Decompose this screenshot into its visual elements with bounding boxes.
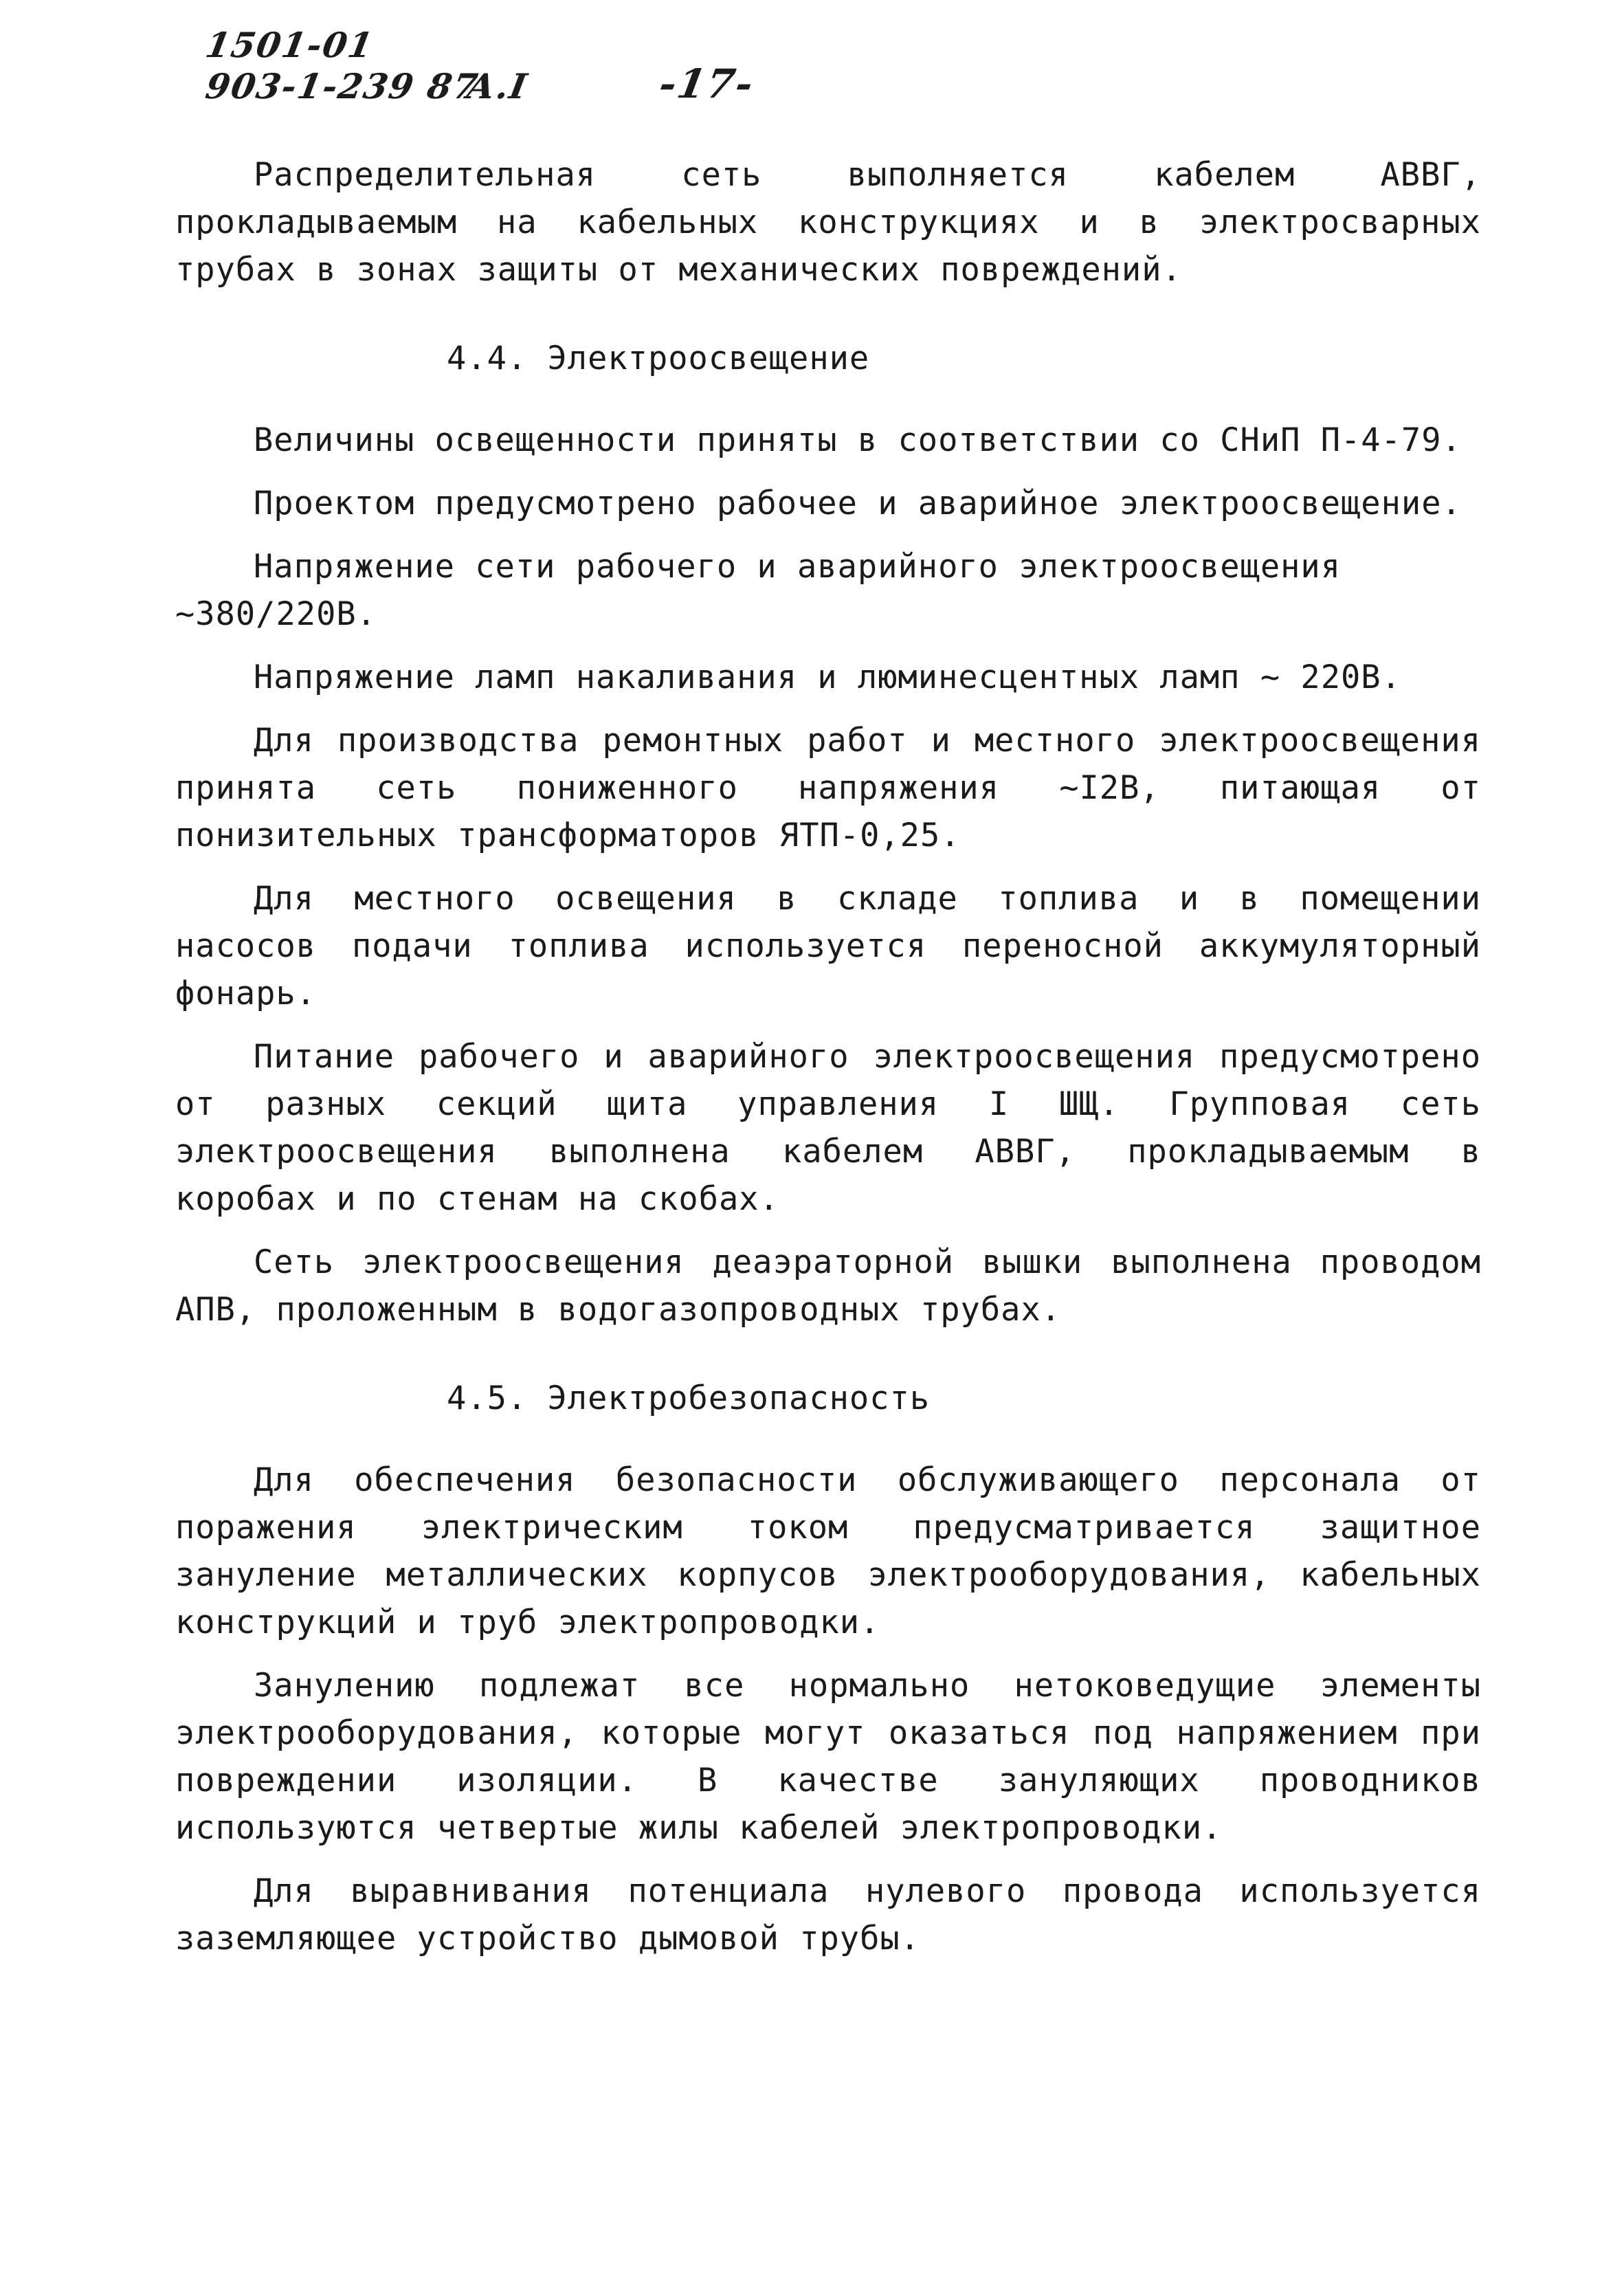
paragraph: Для производства ремонтных работ и местного электроосвещения принята сеть пониженного напряжения ~I2В, питающая от понизительных трансформаторов ЯТП-0,25. xyxy=(175,722,1481,854)
paragraph: Напряжение ламп накаливания и люминесцентных ламп ~ 220В. xyxy=(254,658,1401,696)
paragraph: Для обеспечения безопасности обслуживающего персонала от поражения электрическим током предусматривается защитное зануление металлических корпусов электрооборудования, кабельных конструкций и труб электропроводки. xyxy=(175,1461,1481,1641)
sheet-part: А.I xyxy=(463,66,531,107)
paragraph-distribution-network: Распределительная сеть выполняется кабелем АВВГ, прокладываемым на кабельных конструкциях и в электросварных трубах в зонах защиты от механических повреждений. xyxy=(175,156,1481,289)
paragraph: Величины освещенности приняты в соответствии со СНиП П-4-79. xyxy=(254,421,1462,459)
sheet-code: 903-1-239 87 xyxy=(202,66,482,107)
paragraph: Занулению подлежат все нормально нетоковедущие элементы электрооборудования, которые могут оказаться под напряжением при повреждении изоляции. В качестве зануляющих проводников используются четвертые жилы кабелей электропроводки. xyxy=(175,1667,1481,1847)
section-heading-electrical-safety: 4.5. Электробезопасность xyxy=(447,1379,931,1417)
paragraph: Напряжение сети рабочего и аварийного электроосвещения ~380/220В. xyxy=(175,548,1342,633)
stamp-number: 1501-01 xyxy=(202,25,377,65)
paragraph: Проектом предусмотрено рабочее и аварийное электроосвещение. xyxy=(254,485,1462,522)
paragraph: Для выравнивания потенциала нулевого провода используется заземляющее устройство дымовой трубы. xyxy=(175,1872,1481,1958)
paragraph: Питание рабочего и аварийного электроосвещения предусмотрено от разных секций щита управления I ШЩ. Групповая сеть электроосвещения выполнена кабелем АВВГ, прокладываемым в коробах и по стенам на скобах. xyxy=(175,1038,1481,1218)
paragraph: Для местного освещения в складе топлива и в помещении насосов подачи топлива используется переносной аккумуляторный фонарь. xyxy=(175,880,1481,1012)
section-heading-lighting: 4.4. Электроосвещение xyxy=(447,340,870,377)
paragraph: Сеть электроосвещения деаэраторной вышки выполнена проводом АПВ, проложенным в водогазопроводных трубах. xyxy=(175,1243,1481,1329)
document-body xyxy=(175,151,1481,1978)
page-number: -17- xyxy=(656,60,758,107)
